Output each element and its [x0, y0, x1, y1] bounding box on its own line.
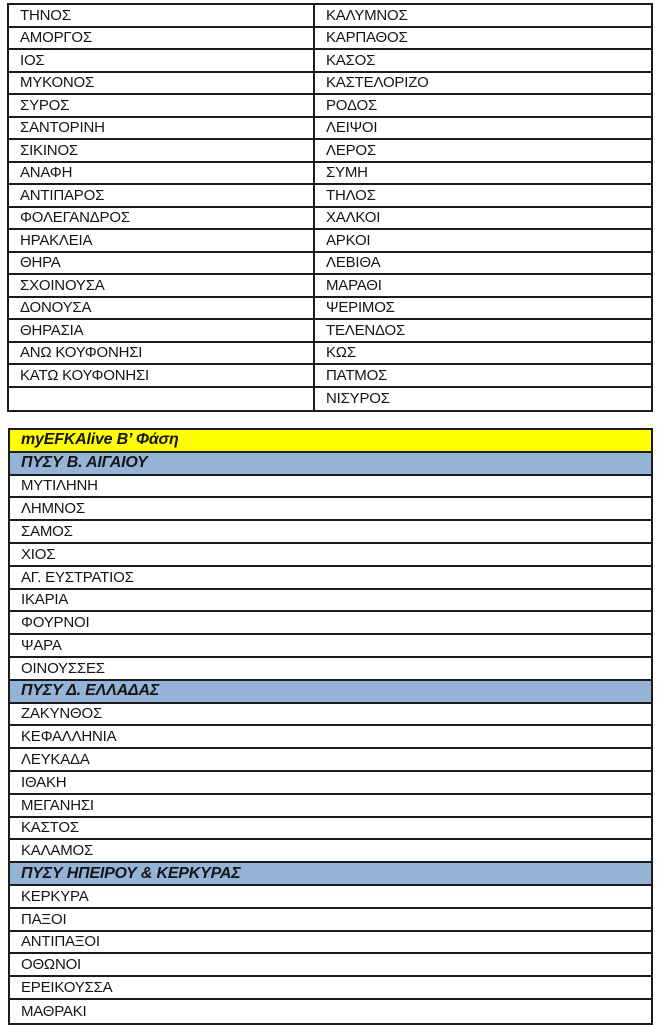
island-cell-left: ΜΥΚΟΝΟΣ: [9, 73, 315, 94]
island-cell-left: ΤΗΝΟΣ: [9, 5, 315, 26]
island-row: [10, 749, 651, 772]
island-cell: ΚΕΦΑΛΛΗΝΙΑ: [21, 728, 117, 746]
island-cell: ΨΑΡΑ: [21, 637, 62, 655]
island-cell-left: ΑΝΑΦΗ: [9, 163, 315, 184]
island-row: [10, 635, 651, 658]
island-cell-right: ΨΕΡΙΜΟΣ: [326, 299, 395, 317]
island-cell: ΕΡΕΙΚΟΥΣΣΑ: [21, 979, 113, 997]
island-cell: ΜΥΤΙΛΗΝΗ: [21, 477, 98, 495]
island-row: [10, 909, 651, 932]
island-cell-right: ΡΟΔΟΣ: [326, 96, 378, 114]
island-row: [10, 567, 651, 590]
island-cell-right: ΚΑΛΥΜΝΟΣ: [326, 6, 408, 24]
island-row: [10, 612, 651, 635]
table-row: [9, 163, 651, 186]
island-cell-left: ΣΧΟΙΝΟΥΣΑ: [9, 275, 315, 296]
island-cell-right: ΝΙΣΥΡΟΣ: [326, 390, 390, 408]
island-cell-left: ΑΝΤΙΠΑΡΟΣ: [9, 185, 315, 206]
island-row: [10, 932, 651, 955]
island-cell: ΙΘΑΚΗ: [21, 773, 67, 791]
island-cell: ΑΝΤΙΠΑΞΟΙ: [21, 933, 100, 951]
myefkalive-phase2-table: [8, 428, 653, 1025]
table-row: [9, 73, 651, 96]
island-row: [10, 1000, 651, 1023]
island-row: [10, 590, 651, 613]
island-cell-right: ΛΕΙΨΟΙ: [326, 119, 378, 137]
island-cell: ΜΑΘΡΑΚΙ: [21, 1002, 87, 1020]
island-cell: ΖΑΚΥΝΘΟΣ: [21, 705, 103, 723]
table-row: [9, 230, 651, 253]
table-row: [9, 320, 651, 343]
island-cell-left: ΙΟΣ: [9, 50, 315, 71]
section-header: ΠΥΣΥ ΗΠΕΙΡΟΥ & ΚΕΡΚΥΡΑΣ: [21, 864, 241, 882]
island-cell: ΚΑΛΑΜΟΣ: [21, 842, 94, 860]
table-row: [9, 95, 651, 118]
island-cell-right: ΑΡΚΟΙ: [326, 231, 371, 249]
island-cell-left: ΦΟΛΕΓΑΝΔΡΟΣ: [9, 208, 315, 229]
table-row: [9, 365, 651, 388]
island-row: [10, 476, 651, 499]
island-cell-left: ΣΑΝΤΟΡΙΝΗ: [9, 118, 315, 139]
table-row: [9, 140, 651, 163]
island-row: [10, 772, 651, 795]
island-cell: ΧΙΟΣ: [21, 545, 56, 563]
island-row: [10, 818, 651, 841]
island-cell-left: ΗΡΑΚΛΕΙΑ: [9, 230, 315, 251]
phase-title: myEFKAlive Β’ Φάση: [21, 431, 179, 449]
table-row: [9, 50, 651, 73]
island-cell: ΦΟΥΡΝΟΙ: [21, 614, 90, 632]
section-header-row: [10, 681, 651, 704]
table-row: [9, 5, 651, 28]
island-cell-right: ΚΑΣΤΕΛΟΡΙΖΟ: [326, 74, 429, 92]
island-row: [10, 726, 651, 749]
island-cell: ΛΕΥΚΑΔΑ: [21, 751, 90, 769]
island-row: [10, 795, 651, 818]
island-cell-right: ΚΑΡΠΑΘΟΣ: [326, 29, 408, 47]
island-cell: ΚΕΡΚΥΡΑ: [21, 887, 89, 905]
island-cell: ΟΙΝΟΥΣΣΕΣ: [21, 659, 105, 677]
table-row: [9, 185, 651, 208]
island-cell-right: ΣΥΜΗ: [326, 164, 368, 182]
island-row: [10, 886, 651, 909]
section-header: ΠΥΣΥ Β. ΑΙΓΑΙΟΥ: [21, 454, 148, 472]
island-cell-left: ΣΥΡΟΣ: [9, 95, 315, 116]
island-row: [10, 658, 651, 681]
island-cell-right: ΤΕΛΕΝΔΟΣ: [326, 321, 406, 339]
island-cell-left: ΑΝΩ ΚΟΥΦΟΝΗΣΙ: [9, 343, 315, 364]
phase-title-row: [10, 430, 651, 453]
island-row: [10, 498, 651, 521]
island-row: [10, 521, 651, 544]
island-cell: ΚΑΣΤΟΣ: [21, 819, 79, 837]
table-row: [9, 298, 651, 321]
island-row: [10, 840, 651, 863]
island-cell-right: ΤΗΛΟΣ: [326, 186, 376, 204]
table-row: [9, 208, 651, 231]
island-cell: ΠΑΞΟΙ: [21, 910, 67, 928]
table-row: [9, 118, 651, 141]
island-cell-right: ΚΩΣ: [326, 344, 356, 362]
table-row: [9, 253, 651, 276]
island-cell: ΙΚΑΡΙΑ: [21, 591, 69, 609]
island-cell-right: ΠΑΤΜΟΣ: [326, 366, 388, 384]
island-cell-left: [9, 388, 315, 411]
island-cell-left: ΘΗΡΑ: [9, 253, 315, 274]
table-row: [9, 28, 651, 51]
island-cell: ΟΘΩΝΟΙ: [21, 956, 82, 974]
island-cell-right: ΧΑΛΚΟΙ: [326, 209, 381, 227]
island-row: [10, 704, 651, 727]
table-row: [9, 275, 651, 298]
section-header-row: [10, 863, 651, 886]
table-row: [9, 343, 651, 366]
island-row: [10, 977, 651, 1000]
island-cell: ΣΑΜΟΣ: [21, 523, 73, 541]
island-cell: ΛΗΜΝΟΣ: [21, 500, 85, 518]
island-cell-left: ΔΟΝΟΥΣΑ: [9, 298, 315, 319]
section-header-row: [10, 453, 651, 476]
island-cell-right: ΚΑΣΟΣ: [326, 51, 376, 69]
island-cell-left: ΘΗΡΑΣΙΑ: [9, 320, 315, 341]
island-cell-left: ΑΜΟΡΓΟΣ: [9, 28, 315, 49]
island-cell-left: ΚΑΤΩ ΚΟΥΦΟΝΗΣΙ: [9, 365, 315, 386]
island-row: [10, 954, 651, 977]
table-row: [9, 388, 651, 411]
island-cell-right: ΜΑΡΑΘΙ: [326, 276, 382, 294]
island-cell: ΑΓ. ΕΥΣΤΡΑΤΙΟΣ: [21, 568, 134, 586]
islands-two-column-table: [7, 3, 653, 412]
island-cell-left: ΣΙΚΙΝΟΣ: [9, 140, 315, 161]
island-row: [10, 544, 651, 567]
island-cell-right: ΛΕΒΙΘΑ: [326, 254, 381, 272]
section-header: ΠΥΣΥ Δ. ΕΛΛΑΔΑΣ: [21, 682, 160, 700]
island-cell: ΜΕΓΑΝΗΣΙ: [21, 796, 94, 814]
island-cell-right: ΛΕΡΟΣ: [326, 141, 376, 159]
